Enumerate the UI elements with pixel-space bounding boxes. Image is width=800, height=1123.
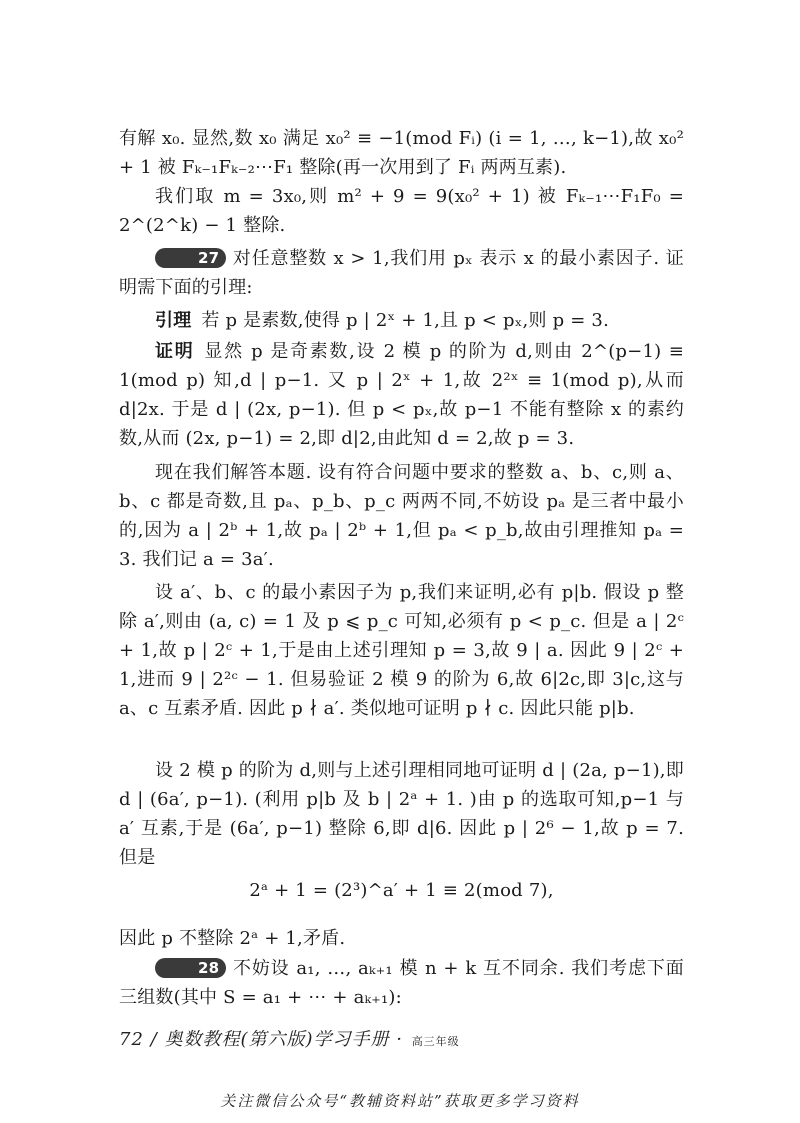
paragraph: 现在我们解答本题. 设有符合问题中要求的整数 a、b、c,则 a、b、c 都是奇数,且 pₐ、p_b、p_c 两两不同,不妨设 pₐ 是三者中最小的,因为 a | 2ᵇ + 1,故 pₐ | 2ᵇ + 1,但 pₐ < p_b,故由引理推知 pₐ = 3. 我们记 a = 3a′. [119, 462, 684, 570]
paragraph: 设 2 模 p 的阶为 d,则与上述引理相同地可证明 d | (2a, p−1),即 d | (6a′, p−1). (利用 p|b 及 b | 2ᵃ + 1. )由 p 的选取可知,p−1 与 a′ 互素,于是 (6a′, p−1) 整除 6,即 d|6. 因此 p | 2⁶ − 1,故 p = 7. 但是 [119, 760, 684, 868]
problem-27 [119, 244, 684, 302]
problem-number-badge: 27 [155, 248, 226, 268]
footer-separator: / [150, 1029, 158, 1050]
proof [119, 337, 684, 453]
problem-28 [119, 954, 684, 1012]
lemma-label: 引理 [155, 310, 192, 331]
lemma [119, 306, 684, 335]
page-number: 72 [119, 1029, 144, 1050]
book-title: 奥数教程(第六版)学习手册 · [164, 1029, 403, 1050]
paragraph: 有解 x₀. 显然,数 x₀ 满足 x₀² ≡ −1(mod Fᵢ) (i = 1, …, k−1),故 x₀² + 1 被 Fₖ₋₁Fₖ₋₂⋯F₁ 整除(再一次用到了 Fᵢ 两两互素). [119, 128, 684, 178]
problem-number-badge: 28 [155, 958, 226, 978]
page-footer [119, 1025, 460, 1051]
paragraph: 设 a′、b、c 的最小素因子为 p,我们来证明,必有 p|b. 假设 p 整除 a′,则由 (a, c) = 1 及 p ⩽ p_c 可知,必须有 p < p_c. 但是 a | 2ᶜ + 1,故 p | 2ᶜ + 1,于是由上述引理知 p = 3,故 9 | a. 因此 9 | 2ᶜ + 1,进而 9 | 2²ᶜ − 1. 但易验证 2 模 9 的阶为 6,故 6|2c,即 3|c,这与 a、c 互素矛盾. 因此 p ∤ a′. 类似地可证明 p ∤ c. 因此只能 p|b. [119, 582, 684, 719]
proof-label: 证明 [155, 341, 195, 362]
watermark-text: 关注微信公众号“教辅资料站”获取更多学习资料 [220, 1092, 580, 1110]
paragraph: 因此 p 不整除 2ᵃ + 1,矛盾. [119, 928, 346, 949]
problem-text: 对任意整数 x > 1,我们用 pₓ 表示 x 的最小素因子. 证明需下面的引理: [119, 248, 684, 298]
display-equation: 2ᵃ + 1 = (2³)^a′ + 1 ≡ 2(mod 7), [249, 880, 554, 901]
problem-text: 不妨设 a₁, …, aₖ₊₁ 模 n + k 互不同余. 我们考虑下面三组数(其中 S = a₁ + ⋯ + aₖ₊₁): [119, 958, 684, 1008]
grade-label: 高三年级 [411, 1035, 460, 1048]
lemma-text: 若 p 是素数,使得 p | 2ˣ + 1,且 p < pₓ,则 p = 3. [201, 310, 610, 331]
paragraph: 我们取 m = 3x₀,则 m² + 9 = 9(x₀² + 1) 被 Fₖ₋₁⋯F₁F₀ = 2^(2^k) − 1 整除. [119, 186, 684, 236]
proof-text: 显然 p 是奇素数,设 2 模 p 的阶为 d,则由 2^(p−1) ≡ 1(mod p) 知,d | p−1. 又 p | 2ˣ + 1,故 2²ˣ ≡ 1(mod p),从而 d|2x. 于是 d | (2x, p−1). 但 p < pₓ,故 p−1 不能有整除 x 的素约数,从而 (2x, p−1) = 2,即 d|2,由此知 d = 2,故 p = 3. [119, 341, 685, 449]
